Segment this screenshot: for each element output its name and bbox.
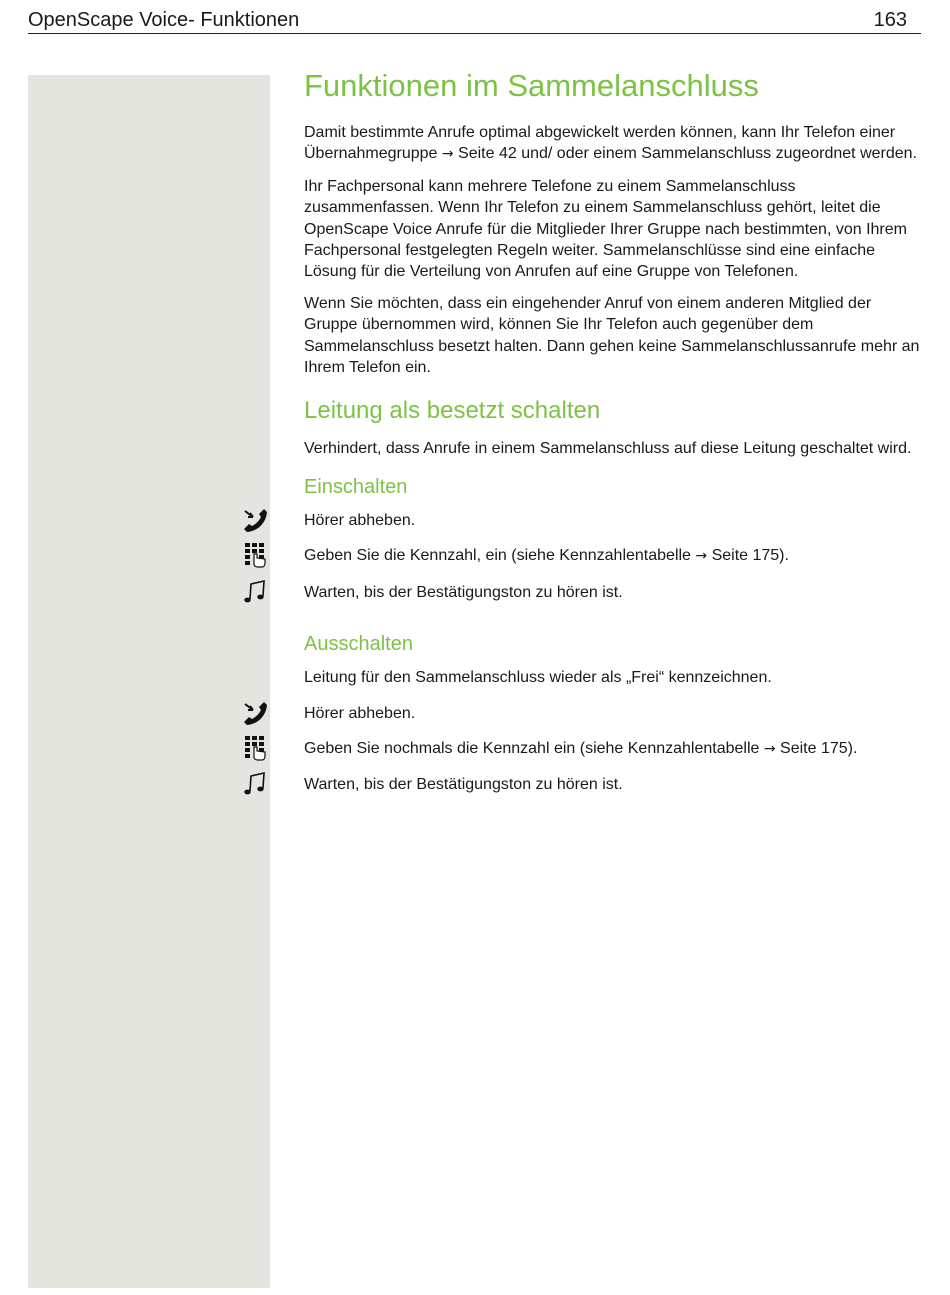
step-text: Geben Sie die Kennzahl, ein (siehe Kennzahlentabelle	[304, 547, 696, 565]
paragraph-intro-text-2: Seite 42 und/ oder einem Sammelanschluss zugeordnet werden.	[453, 145, 917, 163]
arrow-reference: →	[695, 548, 708, 565]
paragraph-intro-text-1: Damit bestimmte Anrufe optimal abgewickelt werden können, kann Ihr Telefon einer Übernahmegruppe	[304, 124, 896, 163]
paragraph-fachpersonal: Ihr Fachpersonal kann mehrere Telefone zu einem Sammelanschluss zusammenfassen. Wenn Ihr Telefon zu einem Sammelanschluss gehört, leitet die OpenScape Voice Anrufe für die Mitglieder Ihrer Gruppe nach bestimmten, von Ihrem Fachpersonal festgelegten Regeln weiter. Sammelanschlüsse sind eine einfache Lösung für die Verteilung von Anrufen auf eine Gruppe von Telefonen.	[304, 177, 907, 281]
page-number: 163	[873, 9, 907, 31]
einschalten-step-1	[304, 510, 921, 531]
step-text: Seite 175).	[707, 547, 789, 565]
ausschalten-title: Ausschalten	[304, 633, 413, 656]
paragraph-intro	[304, 122, 921, 166]
einschalten-title: Einschalten	[304, 475, 408, 498]
step-text: Hörer abheben.	[304, 511, 416, 529]
music-note-icon	[242, 579, 268, 605]
arrow-reference: →	[441, 146, 454, 163]
step-text: Seite 175).	[775, 739, 858, 757]
ausschalten-step-3	[304, 774, 921, 795]
section-title: Funktionen im Sammelanschluss	[304, 68, 759, 103]
subsection-title: Leitung als besetzt schalten	[304, 397, 601, 425]
step-text: Geben Sie nochmals die Kennzahl ein (siehe Kennzahlentabelle	[304, 739, 764, 757]
step-text: Warten, bis der Bestätigungston zu hören ist.	[304, 583, 623, 601]
einschalten-step-2	[304, 545, 921, 567]
ausschalten-step-2	[304, 738, 921, 760]
subsection-intro: Verhindert, dass Anrufe in einem Sammelanschluss auf diese Leitung geschaltet wird.	[304, 440, 912, 458]
einschalten-step-3	[304, 582, 921, 603]
handset-lift-icon	[242, 507, 268, 533]
music-note-icon	[242, 771, 268, 797]
paragraph-uebernahme: Wenn Sie möchten, dass ein eingehender Anruf von einem anderen Mitglied der Gruppe übernommen wird, können Sie Ihr Telefon auch gegenüber dem Sammelanschluss besetzt halten. Dann gehen keine Sammelanschlussanrufe mehr an Ihrem Telefon ein.	[304, 294, 920, 377]
handset-lift-icon	[242, 700, 268, 726]
ausschalten-step-1	[304, 703, 921, 724]
keypad-icon	[242, 542, 268, 568]
step-text: Warten, bis der Bestätigungston zu hören ist.	[304, 776, 623, 794]
main-content	[304, 62, 921, 810]
keypad-icon	[242, 735, 268, 761]
step-text: Hörer abheben.	[304, 704, 416, 722]
header-title: OpenScape Voice- Funktionen	[28, 9, 300, 31]
margin-sidebar	[28, 75, 270, 1288]
arrow-reference: →	[763, 740, 776, 757]
ausschalten-intro: Leitung für den Sammelanschluss wieder als „Frei“ kennzeichnen.	[304, 669, 772, 687]
page-header	[28, 6, 921, 34]
